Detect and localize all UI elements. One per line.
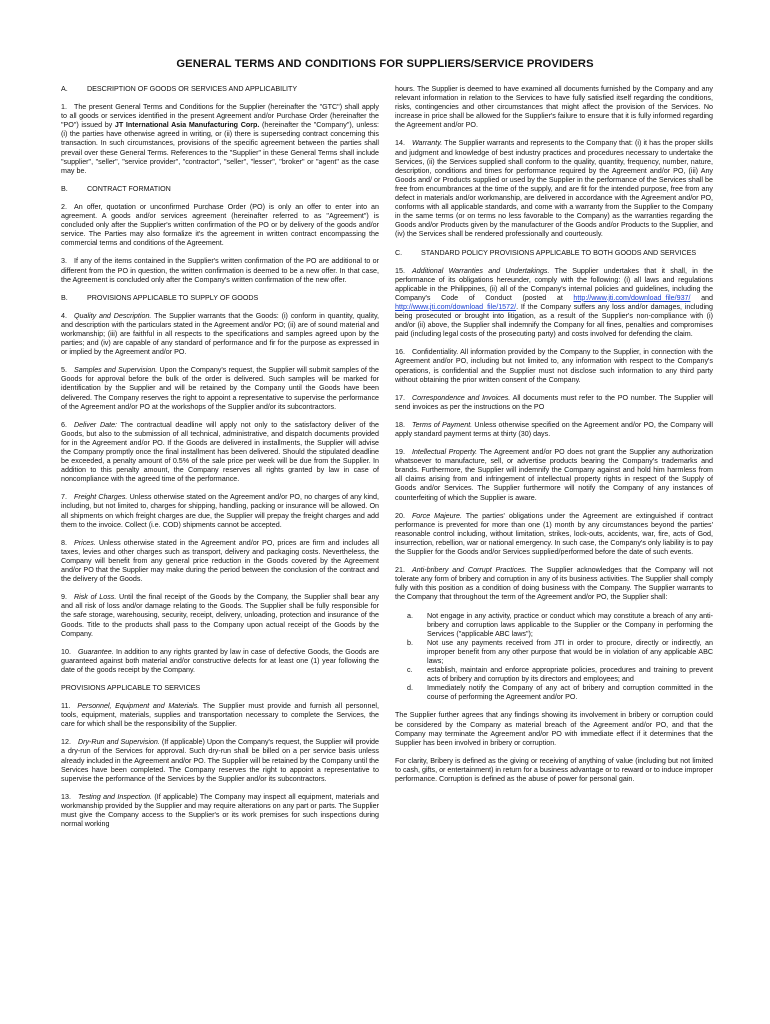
clause-15 xyxy=(395,267,713,340)
clause-2 xyxy=(61,203,379,248)
clause-number: 7. xyxy=(61,493,67,502)
clause-3 xyxy=(61,257,379,284)
clause-title: Dry-Run and Supervision. xyxy=(77,738,160,747)
clause-title: Intellectual Property. xyxy=(411,448,478,457)
section-c-heading xyxy=(395,249,713,258)
list-item xyxy=(395,612,713,639)
anti-bribery-list xyxy=(395,612,713,703)
clause-8 xyxy=(61,539,379,584)
clause-title: Terms of Payment. xyxy=(411,420,473,429)
clause-title: Warranty. xyxy=(411,139,443,148)
clause-title: Freight Charges. xyxy=(73,493,128,502)
clause-title: Quality and Description. xyxy=(73,311,152,320)
clause-number: 5. xyxy=(61,366,67,375)
left-column xyxy=(61,85,379,838)
section-title: CONTRACT FORMATION xyxy=(87,184,171,193)
section-title: STANDARD POLICY PROVISIONS APPLICABLE TO BOTH GOODS AND SERVICES xyxy=(421,248,697,257)
clause-number: 3. xyxy=(61,257,67,266)
clause-number: 19. xyxy=(395,448,405,457)
clause-number: 21. xyxy=(395,566,405,575)
clause-1 xyxy=(61,103,379,176)
clause-text: The Supplier acknowledges that the Company will not tolerate any form of bribery and corruption in any of its business activities. The Supplier shall comply fully with this position as a condition of doing business with the Company. The Supplier warrants to the Company that throughout the term of the Agreement and/or PO, the Supplier shall: xyxy=(395,566,713,602)
clause-title: Anti-bribery and Corrupt Practices. xyxy=(411,566,527,575)
clause-text: The Supplier warrants and represents to the Company that: (i) it has the proper skills and judgment and knowledge of best industry practices and procedures necessary to undertake the Services, (ii) the Services supplied shall conform to the quality, quantity, frequency, number, nature, description, conditions and times for performance required by the Agreement and/or PO, (iii) Any Goods and/ or Products supplied or used by the Supplier in the performance of the Services shall be free from encumbrances at the time of the supply, and are fit for the intended purpose, free from any defect in materials and/or workmanship, are delivered in accordance with the Agreement and/or PO, conforms with all applicable standards, and come with a warranty from the Supplier to the Company in the same terms (or on terms no less favorable to the Company) as the warranties regarding the Goods and/or Products given by the manufacturer of the Goods and/or Products to the Supplier, and (iv) the Services shall be rendered professionally and courteously. xyxy=(395,139,713,239)
clause-4 xyxy=(61,312,379,357)
clause-text: Unless otherwise stated in the Agreement and/or PO, prices are firm and includes all taxes, levies and other charges such as transport, delivery and packaging costs. Nevertheless, the Company will benefit from any general price reduction in the Goods covered by the Agreement and/or PO that the Supplier may make during the period between the conclusion of the contract and the delivery of the Goods. xyxy=(61,538,379,584)
clause-title: Confidentiality. xyxy=(411,348,459,357)
section-services-heading: PROVISIONS APPLICABLE TO SERVICES xyxy=(61,683,201,692)
clause-17 xyxy=(395,394,713,412)
clause-text: Upon the Company's request, the Supplier will submit samples of the Goods for approval before the bulk of the order is delivered. Such samples will be marked for identification by the Supplier and will be retained by the Company until the Goods have been delivered. The Company reserves the right to appoint a representative to supervise the performance of the Agreement and/or PO at the workshops of the Supplier and/or its subcontractors. xyxy=(61,366,379,411)
code-of-conduct-link-1[interactable]: http://www.jti.com/download_file/937/ xyxy=(573,293,691,302)
clause-text: The present General Terms and Conditions for the Supplier (hereinafter the "GTC") shall apply to all goods or services identified in the present Agreement and/or Purchase Order (hereinafter the "PO") issued by xyxy=(61,103,379,130)
clause-title: Force Majeure. xyxy=(411,511,462,520)
clause-10 xyxy=(61,648,379,675)
section-label: A. xyxy=(61,85,68,93)
clause-number: 15. xyxy=(395,266,405,275)
clause-text: If any of the items contained in the Supplier's written confirmation of the PO are additional to or different from the PO in question, the written confirmation is deemed to be a new offer. In that case, the Agreement is concluded only after the Company's written confirmation of the new offer. xyxy=(61,257,379,284)
right-column xyxy=(395,85,713,793)
clause-text: The contractual deadline will apply not only to the satisfactory deliver of the Goods, but also to the submission of all technical, administrative, and dispatch documents provided for in the Agreement and/or PO. If the Goods are delivered in installments, the Supplier will advise the Company promptly once the final installment has been delivered. Should the stipulated deadline be exceeded, a penalty amount of 0.5% of the sale price per week will be due from the Supplier. In addition to this penalty amount, the Company reserves all rights granted by law in case of noncompliance with the agreed time of the performance. xyxy=(61,420,379,484)
clause-text: and xyxy=(690,293,713,302)
company-name: JT International Asia Manufacturing Corp. xyxy=(114,121,260,130)
list-item-text: establish, maintain and enforce appropriate policies, procedures and training to prevent acts of bribery and corruption by its directors and employees; and xyxy=(427,666,713,684)
clause-text: In addition to any rights granted by law in case of defective Goods, the Goods are guaranteed against both material and/or constructive defects for at least one (1) year following the date of the goods receipt by the Company. xyxy=(61,647,379,674)
clause-6 xyxy=(61,421,379,485)
clause-text: Until the final receipt of the Goods by the Company, the Supplier shall bear any and all risk of loss and/or damage relating to the Goods. The Supplier shall be fully responsible for the safe storage, warehousing, security, receipt, delivery, unloading, protection and insurance of the Goods. Title to the products shall pass to the Company upon actual receipt of the Goods by the Company. xyxy=(61,593,379,638)
clause-number: 17. xyxy=(395,393,405,402)
clause-title: Guarantee. xyxy=(77,647,114,656)
clause-13 xyxy=(61,793,379,829)
clause-title: Additional Warranties and Undertakings. xyxy=(411,266,550,275)
clause-text: . If the Company suffers any loss and/or damages, including being prosecuted or brought into litigation, as a result of the Supplier's non-compliance with (i) and/or (ii) above, the Supplier shall indemnify the Company for all fines, penalties and compromises paid (including legal costs of the prosecuting party) and costs involved for defending the claim. xyxy=(395,302,713,339)
clause-text: The Supplier must provide and furnish all personnel, tools, equipment, materials, supplies and transportation necessary to complete the Services, the care for which shall be the responsibility of the Supplier. xyxy=(61,702,379,729)
clause-number: 11. xyxy=(61,702,71,711)
section-title: DESCRIPTION OF GOODS OR SERVICES AND APPLICABILITY xyxy=(87,85,298,93)
clause-title: Testing and Inspection. xyxy=(77,792,152,801)
section-label: B. xyxy=(61,293,68,302)
list-item xyxy=(395,666,713,684)
clause-title: Samples and Supervision. xyxy=(73,366,158,375)
clause-21-definitions: For clarity, Bribery is defined as the giving or receiving of anything of value (including but not limited to cash, gifts, or entertainment) in return for a business advantage or to reward or to induce improper performance. Corruption is defined as the abuse of power for personal gain. xyxy=(395,756,713,783)
clause-number: 13. xyxy=(61,792,71,801)
clause-text: The Supplier warrants that the Goods: (i) conform in quantity, quality, and description with the particulars stated in the Agreement and/or PO; (ii) are of sound material and workmanship; (iii) are faithful in all respects to the specifications and samples agreed upon by the parties; and (iv) are capable of any standard of performance and fir for the purpose as expressed in or implied by the Agreement and/or PO. xyxy=(61,311,380,357)
clause-12 xyxy=(61,738,379,783)
list-item xyxy=(395,639,713,666)
clause-number: 2. xyxy=(61,202,67,211)
clause-number: 20. xyxy=(395,511,405,520)
clause-number: 18. xyxy=(395,420,405,429)
clause-text: (If applicable) The Company may inspect all equipment, materials and workmanship provided by the Supplier and may require alterations on any part or parts. The Supplier must give the Company access to the Supplier's or its work premises for such inspections during normal working xyxy=(61,792,379,829)
document-title: GENERAL TERMS AND CONDITIONS FOR SUPPLIERS/SERVICE PROVIDERS xyxy=(176,58,594,70)
clause-text: An offer, quotation or unconfirmed Purchase Order (PO) is only an offer to enter into an agreement. A goods and/or services agreement (hereinafter referred to as "Agreement") is concluded only after the Supplier's written confirmation of the PO or by delivery of the goods and/or service. The Parties may also formalize it's the agreement in written contract encompassing the commercial terms and conditions of the Agreement. xyxy=(61,202,379,248)
clause-number: 14. xyxy=(395,139,405,148)
clause-number: 6. xyxy=(61,420,67,429)
clause-13-continued: hours. The Supplier is deemed to have examined all documents furnished by the Company and any relevant information in relation to the Services to have fully satisfied itself regarding the conditions, risks, contingencies and other circumstances that might affect the provision of the Services. No increase in price shall be allowed for the Supplier's failure to ensure that it is fully informed regarding the Agreement and/or PO. xyxy=(395,85,713,130)
clause-number: 12. xyxy=(61,738,71,747)
list-marker: a. xyxy=(407,611,413,620)
clause-number: 10. xyxy=(61,647,71,656)
clause-number: 16. xyxy=(395,348,405,357)
list-marker: d. xyxy=(407,684,413,693)
clause-16 xyxy=(395,348,713,384)
clause-text: Unless otherwise stated on the Agreement and/or PO, no charges of any kind, including, but not limited to, charges for shipping, handling, packing or insurance will be allowed. On all shipments on which freight charges are due, the Supplier will prepay the freight charges and add them to the invoice. Collect (i.e. COD) shipments cannot be accepted. xyxy=(61,493,379,529)
clause-5 xyxy=(61,366,379,411)
clause-title: Prices. xyxy=(73,538,96,547)
clause-text: The parties' obligations under the Agreement are extinguished if contract performance is prevented for more than one (1) month by any circumstances beyond the parties' reasonable control including, without limitation, strikes, lock-outs, accidents, war, fire, acts of God, insurrection, rebellion, war or national emergency. In such case, the Company's only liability is to pay the Supplier for the Goods and/or Services supplied/performed before the date of such events. xyxy=(395,511,713,557)
clause-21 xyxy=(395,566,713,602)
clause-14 xyxy=(395,139,713,239)
clause-number: 4. xyxy=(61,311,67,320)
clause-text: All documents must refer to the PO number. The Supplier will send invoices as per the instructions on the PO xyxy=(395,393,713,411)
list-marker: b. xyxy=(407,638,413,647)
list-item-text: Not use any payments received from JTI in order to procure, directly or indirectly, an improper benefit from any other purpose that would be in violation of any applicable ABC laws; xyxy=(427,638,713,665)
clause-text: All information provided by the Company to the Supplier, in connection with the Agreement and/or PO, including but not limited to, any information with respect to the Company's operations, is confidential and the Supplier must not disclose such information to any third party without obtaining the prior written consent of the Company. xyxy=(395,348,713,384)
clause-title: Risk of Loss. xyxy=(73,593,117,602)
section-goods-heading xyxy=(61,294,379,303)
clause-11 xyxy=(61,702,379,729)
list-item-text: Immediately notify the Company of any act of bribery and corruption committed in the course of performing the Agreement and/or PO. xyxy=(427,684,713,702)
clause-18 xyxy=(395,421,713,439)
section-a-heading xyxy=(61,85,379,94)
clause-text: The Agreement and/or PO does not grant the Supplier any authorization whatsoever to manufacture, sell, or advertise products bearing the Company's trademarks and brands. Furthermore, the Supplier will indemnify the Company against and hold him harmless from all claims arising from and infringement of intellectual property rights in respect of the Supply of Goods and/or Services. The Supplier furthermore will notify the Company of any instances of counterfeiting of which the Supplier is aware. xyxy=(395,448,714,502)
clause-number: 1. xyxy=(61,103,67,112)
section-label: C. xyxy=(395,248,403,257)
list-item xyxy=(395,684,713,702)
clause-text: Unless otherwise specified on the Agreement and/or PO, the Company will apply standard payment terms at thirty (30) days. xyxy=(395,420,713,438)
clause-20 xyxy=(395,512,713,557)
list-marker: c. xyxy=(407,666,413,675)
clause-title: Deliver Date: xyxy=(73,420,118,429)
clause-text: (hereinafter the "Company"), unless: (i) the parties have otherwise agreed in writing, or (ii) there is superseding contract concerning this transaction. In such circumstances, provisions of the specific agreement between the parties shall prevail over these General Terms. References to the "Supplier" in these General Terms shall include "supplier", "seller", "service provider", "contractor", "seller", "lesser", "broker" or "agent" as the case may be. xyxy=(61,121,379,175)
clause-title: Correspondence and Invoices. xyxy=(411,393,511,402)
clause-21-findings: The Supplier further agrees that any findings showing its involvement in bribery or corruption could be considered by the Company as material breach of the Agreement and/or PO, and that the Company may terminate the Agreement and/or PO with immediate effect if it determines that the Supplier has been involved in bribery or corruption. xyxy=(395,711,713,747)
section-b-heading xyxy=(61,185,379,194)
section-label: B. xyxy=(61,184,68,193)
code-of-conduct-link-2[interactable]: http://www.jti.com/download_file/1572/ xyxy=(395,302,517,311)
clause-text: (If applicable) Upon the Company's request, the Supplier will provide a dry-run of the Services for approval. Such dry-run shall be billed on a per service basis unless already included in the Agreement and/or PO. The Supplier will be retained by the Company until the Services have been completed. The Company reserves the right to appoint a representative to supervise the performance of the Services by the Supplier and/or its subcontractors. xyxy=(61,738,379,783)
clause-9 xyxy=(61,593,379,638)
section-title: PROVISIONS APPLICABLE TO SUPPLY OF GOODS xyxy=(87,293,259,302)
list-item-text: Not engage in any activity, practice or conduct which may constitute a breach of any anti-bribery and corruption laws applicable to the Supplier or the Company in performing the Services ("applicable ABC laws"); xyxy=(427,611,713,638)
clause-19 xyxy=(395,448,713,503)
clause-7 xyxy=(61,493,379,529)
clause-title: Personnel, Equipment and Materials. xyxy=(77,702,200,711)
clause-text: The Supplier undertakes that it shall, in the performance of its obligations hereunder, comply with the following: (i) all laws and regulations applicable in the Philippines, (ii) all of the Company's internal policies and guidelines, including the Company's Code of Conduct (posted at xyxy=(395,266,713,302)
clause-number: 8. xyxy=(61,538,67,547)
clause-number: 9. xyxy=(61,593,67,602)
